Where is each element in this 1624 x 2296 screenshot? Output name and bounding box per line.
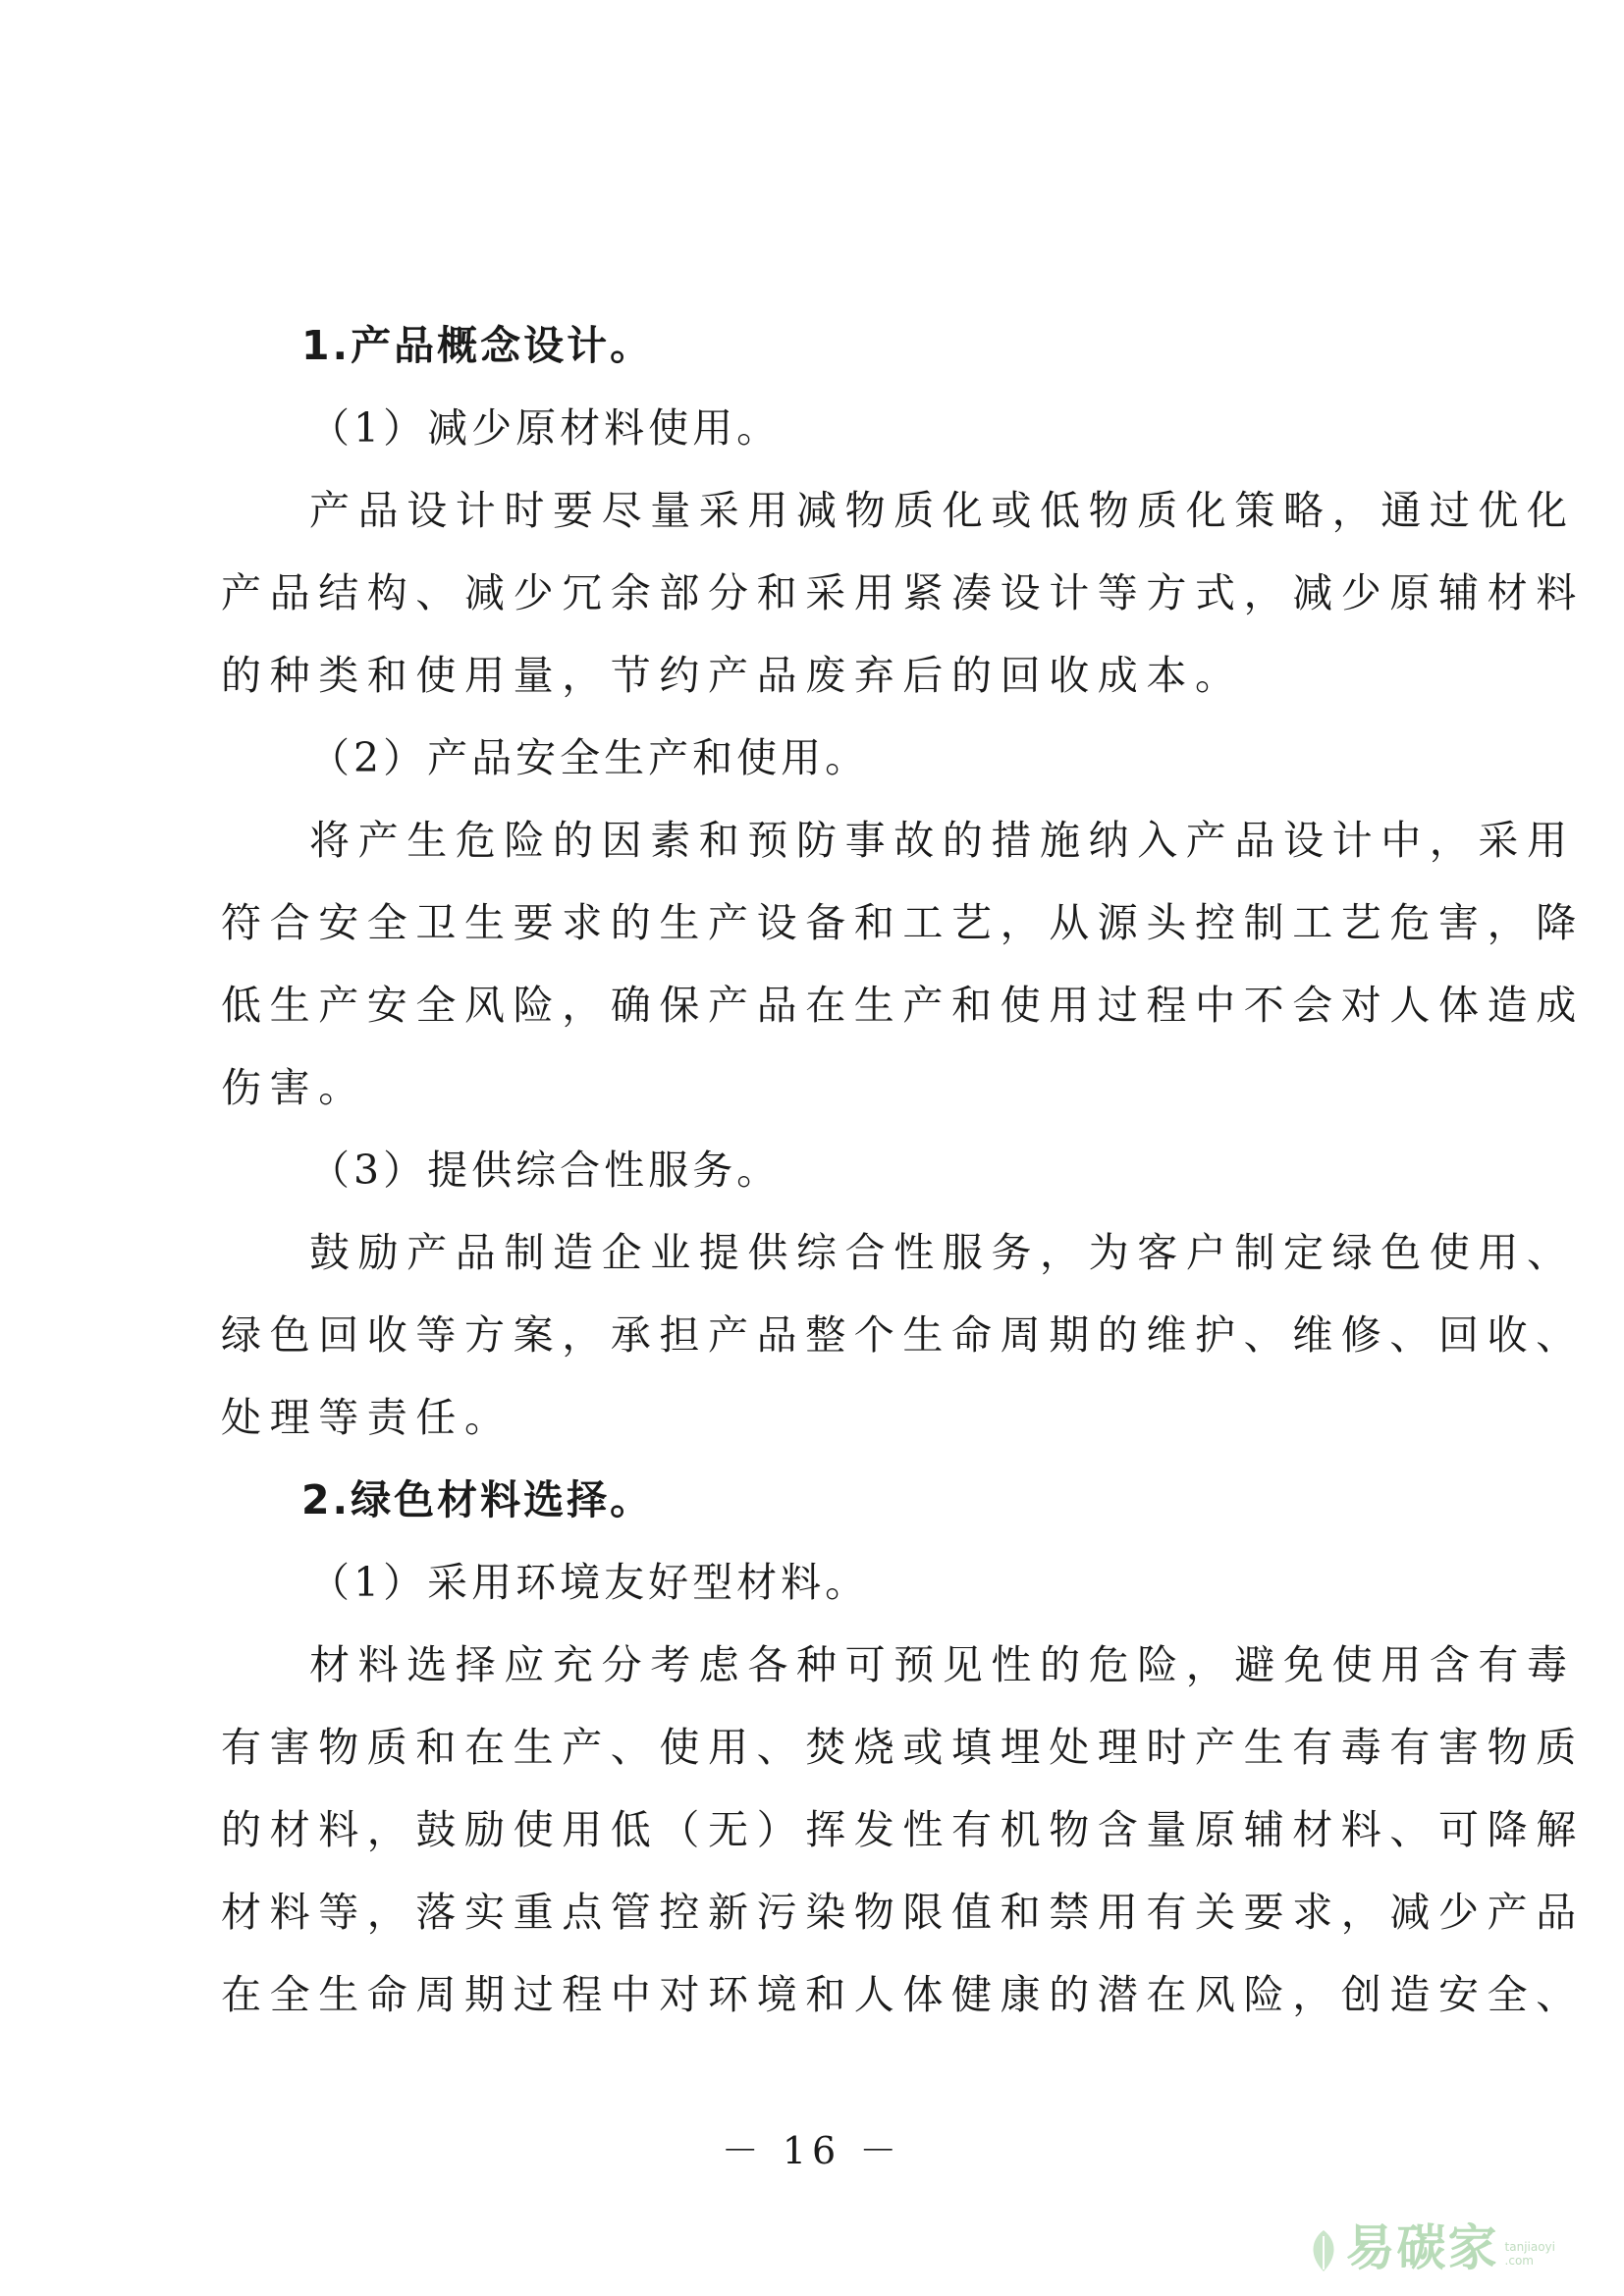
- watermark-domain-line2: .com: [1504, 2254, 1534, 2268]
- watermark-brand: 易碳家: [1345, 2219, 1499, 2276]
- subsection-heading: （2）产品安全生产和使用。: [309, 734, 870, 781]
- leaf-icon: [1305, 2226, 1342, 2275]
- watermark-logo: [1305, 2220, 1555, 2275]
- watermark-domain: [1505, 2240, 1555, 2268]
- document-body: [221, 304, 1585, 2036]
- subsection-heading: （1）采用环境友好型材料。: [309, 1559, 870, 1606]
- watermark-domain-line1: tanjiaoyi: [1504, 2240, 1555, 2254]
- paragraph-line: 处理等责任。: [221, 1394, 514, 1441]
- paragraph-line: 鼓励产品制造企业提供综合性服务，为客户制定绿色使用、: [309, 1229, 1576, 1276]
- paragraph-line: 伤害。: [221, 1064, 367, 1111]
- paragraph-line: 材料选择应充分考虑各种可预见性的危险，避免使用含有毒: [309, 1641, 1576, 1688]
- paragraph-line: 有害物质和在生产、使用、焚烧或填埋处理时产生有毒有害物质: [221, 1724, 1585, 1771]
- paragraph-line: 将产生危险的因素和预防事故的措施纳入产品设计中，采用: [309, 817, 1576, 864]
- paragraph-line: 在全生命周期过程中对环境和人体健康的潜在风险，创造安全、: [221, 1971, 1585, 2018]
- paragraph-line: 符合安全卫生要求的生产设备和工艺，从源头控制工艺危害，降: [221, 899, 1585, 946]
- paragraph-line: 的材料，鼓励使用低（无）挥发性有机物含量原辅材料、可降解: [221, 1806, 1585, 1853]
- page-number: － 16 －: [721, 2129, 903, 2172]
- section-heading: 2.绿色材料选择。: [301, 1476, 654, 1523]
- paragraph-line: 材料等，落实重点管控新污染物限值和禁用有关要求，减少产品: [221, 1889, 1585, 1936]
- section-heading: 1.产品概念设计。: [301, 322, 654, 369]
- paragraph-line: 的种类和使用量，节约产品废弃后的回收成本。: [221, 652, 1244, 699]
- paragraph-line: 产品结构、减少冗余部分和采用紧凑设计等方式，减少原辅材料: [221, 569, 1585, 616]
- paragraph-line: 绿色回收等方案，承担产品整个生命周期的维护、维修、回收、: [221, 1311, 1585, 1359]
- subsection-heading: （3）提供综合性服务。: [309, 1147, 782, 1194]
- paragraph-line: 低生产安全风险，确保产品在生产和使用过程中不会对人体造成: [221, 982, 1585, 1029]
- paragraph-line: 产品设计时要尽量采用减物质化或低物质化策略，通过优化: [309, 487, 1576, 534]
- subsection-heading: （1）减少原材料使用。: [309, 404, 782, 452]
